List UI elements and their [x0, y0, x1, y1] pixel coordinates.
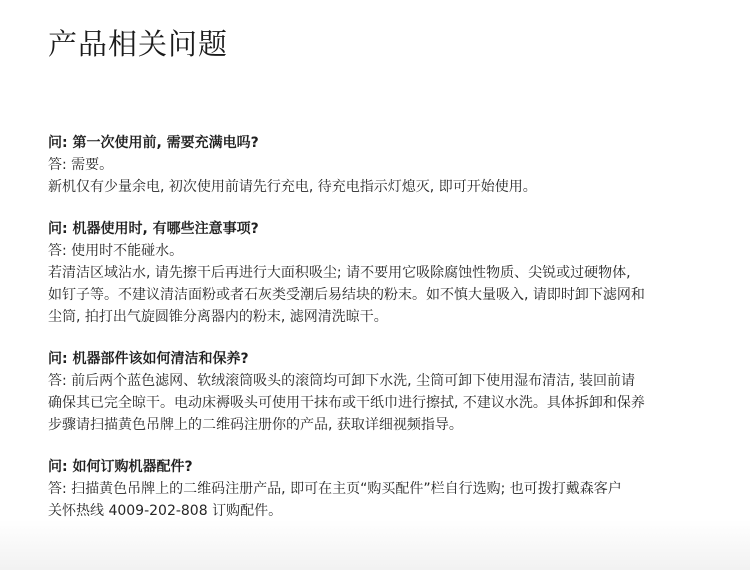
faq-item [48, 348, 710, 436]
faq-item [48, 132, 710, 198]
faq-answer-line: 确保其已完全晾干。电动床褥吸头可使用干抹布或干纸巾进行擦拭, 不建议水洗。具体拆卸和保养 [48, 395, 645, 411]
faq-question: 问: 机器部件该如何清洁和保养? [48, 351, 249, 367]
faq-answer-line: 答: 使用时不能碰水。 [48, 243, 184, 259]
faq-item [48, 218, 710, 328]
faq-answer-line: 答: 需要。 [48, 157, 114, 173]
faq-list [48, 132, 710, 542]
faq-answer-line: 答: 前后两个蓝色滤网、软绒滚筒吸头的滚筒均可卸下水洗, 尘筒可卸下使用湿布清洁, 装回前请 [48, 373, 635, 389]
faq-answer-line: 新机仅有少量余电, 初次使用前请先行充电, 待充电指示灯熄灭, 即可开始使用。 [48, 179, 537, 195]
faq-question: 问: 如何订购机器配件? [48, 459, 193, 475]
faq-item [48, 456, 710, 522]
page-title: 产品相关问题 [48, 27, 229, 61]
faq-answer-line: 步骤请扫描黄色吊牌上的二维码注册你的产品, 获取详细视频指导。 [48, 417, 463, 433]
faq-question: 问: 第一次使用前, 需要充满电吗? [48, 135, 259, 151]
faq-answer-line: 若清洁区域沾水, 请先擦干后再进行大面积吸尘; 请不要用它吸除腐蚀性物质、尖锐或过硬物体, [48, 265, 631, 281]
faq-question: 问: 机器使用时, 有哪些注意事项? [48, 221, 259, 237]
faq-answer-line: 尘筒, 拍打出气旋圆锥分离器内的粉末, 滤网清洗晾干。 [48, 309, 388, 325]
faq-answer-line: 如钉子等。不建议清洁面粉或者石灰类受潮后易结块的粉末。如不慎大量吸入, 请即时卸下滤网和 [48, 287, 645, 303]
faq-answer-line: 关怀热线 4009-202-808 订购配件。 [48, 503, 283, 519]
faq-answer-line: 答: 扫描黄色吊牌上的二维码注册产品, 即可在主页“购买配件”栏自行选购; 也可拨打戴森客户 [48, 481, 622, 497]
